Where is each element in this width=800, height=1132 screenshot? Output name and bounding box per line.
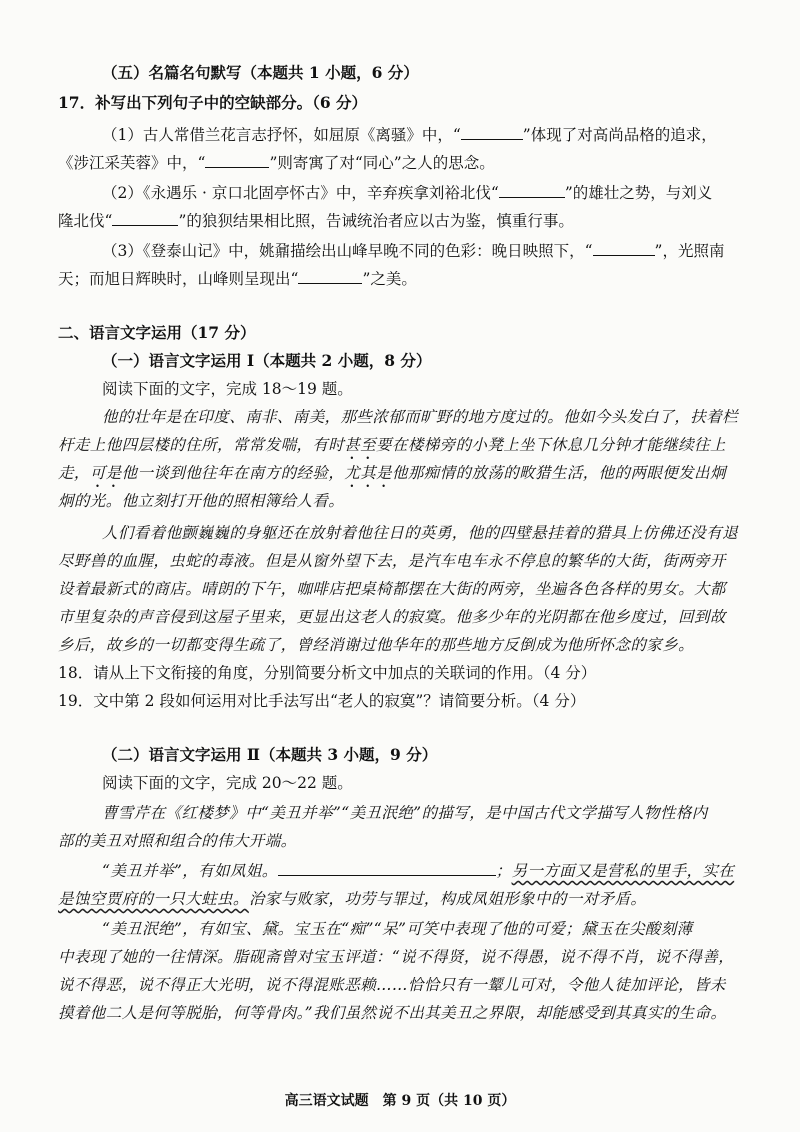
q17-item1-line1: （1）古人常借兰花言志抒怀，如屈原《离骚》中，“ ”体现了对高尚品格的追求， [102,126,717,144]
answer-blank[interactable] [112,211,178,226]
passage1-para2-line1: 人们看着他颤巍巍的身躯还在放射着他往日的英勇，他的四壁悬挂着的猎具上仿佛还没有退 [102,524,739,542]
passage1-para2-line4: 市里复杂的声音侵到这屋子里来，更显出这老人的寂寞。他多少年的光阴都在他乡度过，回到故 [58,608,726,626]
q19: 19．文中第 2 段如何运用对比手法写出“老人的寂寞”？请简要分析。（4 分） [58,692,586,710]
passage2-para1-line2: 部的美丑对照和组合的伟大开端。 [58,832,297,850]
passage2-para3-line1: “美丑泯绝”，有如宝、黛。宝玉在“痴”“呆”可笑中表现了他的可爱；黛玉在尖酸刻薄 [102,920,693,938]
q17-item1-line2: 《涉江采芙蓉》中，“ ”则寄寓了对“同心”之人的思念。 [58,154,495,172]
sub1-instruction: 阅读下面的文字，完成 18～19 题。 [102,380,353,398]
answer-blank[interactable] [205,153,269,168]
answer-blank[interactable] [499,183,565,198]
q17-item3-line2: 天；而旭日辉映时，山峰则呈现出“ ”之美。 [58,270,417,288]
passage2-para1-line1: 曹雪芹在《红楼梦》中“美丑并举”“美丑泯绝”的描写，是中国古代文学描写人物性格内 [102,804,708,822]
passage2-para2-line1: “美丑并举”，有如凤姐。 ；另一方面又是营私的里手，实在 [102,862,735,880]
answer-blank[interactable] [298,269,362,284]
passage2-para2-line2: 是蚀空贾府的一只大蛀虫。治家与败家，功劳与罪过，构成凤姐形象中的一对矛盾。 [58,890,647,908]
emphasized-connective: 甚至 [344,436,377,454]
wavy-underlined-text: 另一方面又是营私的里手，实在 [511,862,735,880]
passage2-para3-line4: 摸着他二人是何等脱胎，何等骨肉。”我们虽然说不出其美丑之界限，却能感受到其真实的生命。 [58,1004,727,1022]
q17-item2-line1: （2）《永遇乐 · 京口北固亭怀古》中，辛弃疾拿刘裕北伐“ ”的雄壮之势，与刘义 [102,184,713,202]
part2-heading: 二、语言文字运用（17 分） [58,323,256,342]
passage1-para1-line2: 杆走上他四层楼的住所，常常发喘，有时甚至要在楼梯旁的小凳上坐下休息几分钟才能继续往上 [58,436,726,454]
answer-blank[interactable] [461,125,523,140]
section5-heading: （五）名篇名句默写（本题共 1 小题，6 分） [102,63,419,82]
q18: 18．请从上下文衔接的角度，分别简要分析文中加点的关联词的作用。（4 分） [58,664,597,682]
q17-item2-line2: 隆北伐“ ”的狼狈结果相比照，告诫统治者应以古为鉴，慎重行事。 [58,212,574,230]
q17-stem: 17．补写出下列句子中的空缺部分。（6 分） [58,93,368,112]
sub2-instruction: 阅读下面的文字，完成 20～22 题。 [102,774,353,792]
passage2-para3-line3: 说不得恶，说不得正大光明，说不得混账恶赖……恰恰只有一颦儿可对，令他人徒加评论，皆未 [58,976,726,994]
emphasized-connective: 可是 [89,464,122,482]
answer-blank[interactable] [278,861,496,876]
passage1-para2-line3: 设着最新式的商店。晴朗的下午，咖啡店把桌椅都摆在大街的两旁，坐遍各色各样的男女。大都 [58,580,726,598]
passage1-para1-line3: 走，可是他一谈到他往年在南方的经验，尤其是他那痴情的放荡的畋猎生活，他的两眼便发出炯 [58,464,726,482]
q17-item3-line1: （3）《登泰山记》中，姚鼐描绘出山峰早晚不同的色彩：晚日映照下，“ ”，光照南 [102,242,725,260]
passage1-para2-line2: 尽野兽的血腥，虫蛇的毒液。但是从窗外望下去，是汽车电车永不停息的繁华的大街，街两旁开 [58,552,726,570]
passage1-para1-line4: 炯的光。他立刻打开他的照相簿给人看。 [58,492,345,510]
passage2-para3-line2: 中表现了她的一往情深。脂砚斋曾对宝玉评道：“说不得贤，说不得愚，说不得不肖，说不得善， [58,948,735,966]
sub2-heading: （二）语言文字运用 Ⅱ（本题共 3 小题，9 分） [102,745,438,764]
emphasized-connective: 尤其是 [344,464,392,482]
wavy-underlined-text: 是蚀空贾府的一只大蛀虫。 [58,890,249,908]
page-footer: 高三语文试题 第 9 页（共 10 页） [284,1093,516,1109]
passage1-para1-line1: 他的壮年是在印度、南非、南美，那些浓郁而旷野的地方度过的。他如今头发白了，扶着栏 [102,408,739,426]
answer-blank[interactable] [593,241,655,256]
passage1-para2-line5: 乡后，故乡的一切都变得生疏了，曾经消谢过他华年的那些地方反倒成为他所怀念的家乡。 [58,636,695,654]
sub1-heading: （一）语言文字运用 Ⅰ（本题共 2 小题，8 分） [102,351,432,370]
